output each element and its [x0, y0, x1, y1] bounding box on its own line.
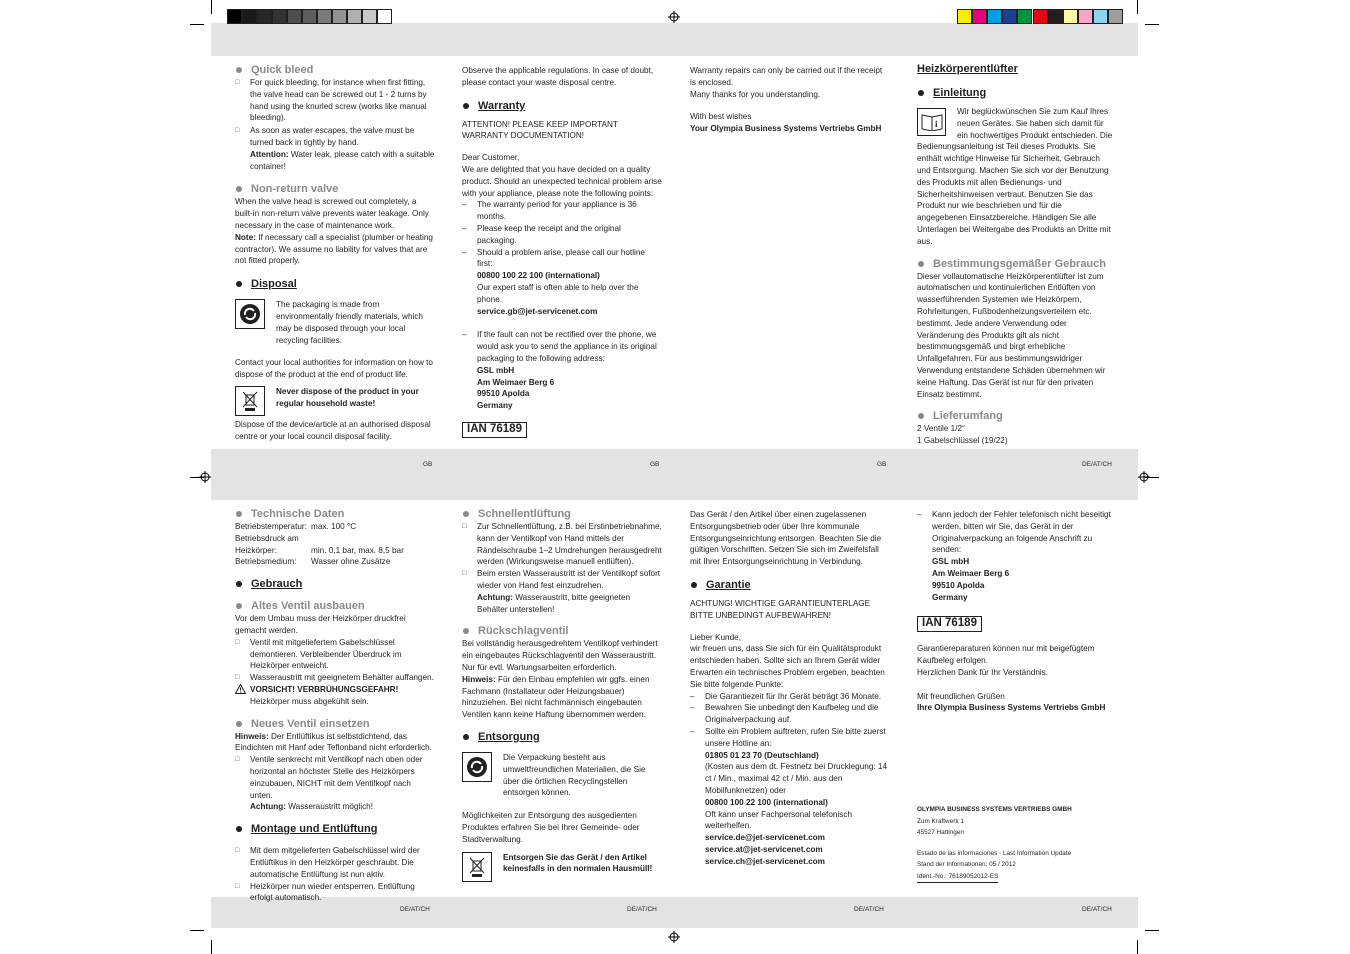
- page-footer: DE/AT/CH: [854, 906, 884, 913]
- list-item-text: Oft kann unser Fachpersonal telefonisch weiterhelfen.: [705, 809, 853, 831]
- paragraph: Dear Customer,: [462, 153, 520, 163]
- heading-text: Bestimmungsgemäßer Gebrauch: [933, 257, 1106, 270]
- section-heading: [235, 717, 435, 731]
- list-item-text: Should a problem arise, please call our hotline first:: [477, 247, 645, 269]
- list-item: – If the fault can not be rectified over the phone, we would ask you to send the appliance in its original packaging to the following address: GSL mbH Am Weimaer Berg 6 99510 Apolda Germany: [462, 330, 657, 411]
- paragraph: Bei vollständig herausgedrehtem Ventilkopf verhindert ein eingebautes Rückschlagventil den Wasseraustritt. Nur für evtl. Wartungsarbeiten erforderlich.: [462, 639, 658, 672]
- greyscale-swatch: [272, 9, 287, 24]
- paragraph: With best wishes: [690, 112, 752, 122]
- greyscale-swatch: [317, 9, 332, 24]
- service-email[interactable]: service.de@jet-servicenet.com: [705, 833, 825, 843]
- heading-text: Neues Ventil einsetzen: [251, 717, 370, 730]
- list-item-text: (Kosten aus dem dt. Festnetz bei Drucklegung: 14 ct / Min., maximal 42 ct / Min. aus den Mobilfunknetzen) oder: [705, 762, 888, 795]
- middle-band: [211, 449, 1138, 500]
- greyscale-swatch: [257, 9, 272, 24]
- paragraph: Dieser vollautomatische Heizkörperentlüfter ist zum automatischen und kontinuierlichen Entlüften von wasserführenden Systemen wie Heizkörpern, Rohrleitungen, Fußbodenheizungsverteilern etc. bestimmt. Jede andere Verwendung oder Veränderung des Produkts gilt als nicht bestimmungsgemäß und birgt erhebliche Unfallgefahren. Für aus bestimmungswidriger Verwendung entstandene Schäden übernehmen wir keine Haftung. Das Gerät ist nur für den privaten Einsatz bestimmt.: [917, 271, 1106, 399]
- registration-mark-icon: [668, 11, 680, 23]
- paragraph: wir freuen uns, dass Sie sich für ein Qualitätsprodukt entschieden haben. Sollte sich an Ihrem Gerät wider Erwarten ein technisches Problem ergeben, beachten Sie bitte folgende Punkte:: [690, 644, 885, 689]
- heading-text: Einleitung: [933, 87, 987, 99]
- section-heading: [462, 730, 662, 744]
- heading-text: Technische Daten: [251, 508, 345, 520]
- list-item-text: As soon as water escapes, the valve must be turned back in tightly by hand.: [250, 126, 415, 147]
- paragraph: Observe the applicable regulations. In case of doubt, please contact your waste disposal centre.: [462, 66, 654, 87]
- spec-row: Betriebstemperatur: max. 100 °C: [235, 522, 357, 531]
- section-heading: [235, 182, 435, 196]
- imprint-company: OLYMPIA BUSINESS SYSTEMS VERTRIEBS GMBH: [917, 806, 1072, 813]
- header-band: [211, 23, 1138, 56]
- warning-text: VORSICHT! VERBRÜHUNGSGEFAHR!: [250, 684, 399, 694]
- page2-column3: [690, 509, 890, 868]
- section-heading: [235, 599, 435, 613]
- note-text: Der Entlüftikus ist selbstdichtend, das Eindichten mit Hanf oder Teflonband nicht erforderlich.: [235, 731, 432, 753]
- section-heading: [462, 99, 662, 113]
- list-item-text: Die Garantiezeit für Ihr Gerät beträgt 36 Monate.: [705, 691, 882, 701]
- list-item-text: Wasseraustritt mit geeignetem Behälter auffangen.: [250, 673, 434, 683]
- heading-text: Schnellentlüftung: [478, 508, 571, 520]
- list-item: – Sollte ein Problem auftreten, rufen Sie bitte zuerst unsere Hotline an: 01805 01 23 70 (Deutschland) (Kosten aus dem dt. Festnetz bei Drucklegung: 14 ct / Min., maximal 42 ct / Min. aus den Mobilfunknetzen) oder 00800 100 22 100 (international) Oft kann unser Fachpersonal telefonisch weiterhelfen. service.de@jet-servicenet.com service.at@jet-servicenet.com service.ch@jet-servicenet.com: [690, 726, 888, 866]
- ident-number: Ident.-No.: 76189052012-ES: [917, 872, 998, 883]
- list-item: □ Zur Schnellentlüftung, z.B. bei Erstinbetriebnahme, kann der Ventilkopf von Hand mittels der Rändelschraube 1–2 Umdrehungen herausgedreht werden (Wirkungsweise manuell entlüften).: [462, 522, 662, 567]
- address-line: Germany: [477, 401, 513, 411]
- greyscale-swatch: [302, 9, 317, 24]
- page1-column1: [235, 63, 435, 443]
- service-email[interactable]: service.at@jet-servicenet.com: [705, 844, 823, 854]
- paragraph: Garantiereparaturen können nur mit beigefügtem Kaufbeleg erfolgen.: [917, 644, 1095, 665]
- paragraph: We are delighted that you have decided on a quality product. Should an unexpected technical problem arise with your appliance, please note the following points:: [462, 164, 662, 198]
- info-status: Estado de las informaciones · Last Information Update: [917, 849, 1072, 857]
- page2-column1: [235, 507, 435, 904]
- page-footer: GB: [877, 461, 887, 468]
- list-item-text: For quick bleeding, for instance when first fitting, the valve head can be screwed out 1 - 2 turns by hand using the knurled screw (works like manual bleeding).: [250, 78, 427, 123]
- crop-mark: [190, 24, 204, 25]
- list-item: □ Beim ersten Wasseraustritt ist der Ventilkopf sofort wieder von Hand fest einzudrehen. Achtung: Wasseraustritt, bitte geeigneten Behälter unterstellen!: [462, 569, 661, 614]
- paragraph: Herzlichen Dank für Ihr Verständnis.: [917, 667, 1049, 677]
- page-footer: DE/AT/CH: [627, 906, 657, 913]
- section-heading: [235, 577, 435, 591]
- recycle-icon: [235, 299, 265, 329]
- list-item: – Bewahren Sie unbedingt den Kaufbeleg und die Originalverpackung auf.: [690, 702, 890, 726]
- paragraph: Vor dem Umbau muss der Heizkörper druckfrei gemacht werden.: [235, 614, 406, 635]
- crossed-bin-icon: [462, 852, 492, 882]
- list-item-text: Please keep the receipt and the original packaging.: [477, 223, 621, 245]
- recycle-icon: [462, 752, 492, 782]
- crop-mark: [1137, 940, 1138, 954]
- paragraph: When the valve head is screwed out completely, a built-in non-return valve prevents water leakage. Only necessary in the case of maintenance work.: [235, 197, 429, 230]
- heading-text: Lieferumfang: [933, 410, 1003, 423]
- attention-label: Achtung:: [250, 802, 286, 812]
- paragraph: The packaging is made from environmentally friendly materials, which may be disposed through your local recycling facilities.: [276, 300, 423, 345]
- main-title: Heizkörperentlüfter: [917, 63, 1018, 75]
- weee-block: [235, 386, 435, 416]
- company-name: Your Olympia Business Systems Vertriebs GmbH: [690, 124, 882, 134]
- hotline-number: 00800 100 22 100 (international): [477, 271, 600, 281]
- hotline-number: 00800 100 22 100 (international): [705, 797, 828, 807]
- color-swatch: [1108, 9, 1123, 24]
- address-line: GSL mbH: [477, 365, 515, 375]
- list-item-text: Our expert staff is often able to help over the phone.: [477, 282, 639, 304]
- list-item: □ For quick bleeding, for instance when first fitting, the valve head can be screwed out 1 - 2 turns by hand using the knurled screw (works like manual bleeding).: [235, 77, 435, 124]
- warning-triangle-icon: [235, 684, 246, 694]
- section-heading: [235, 277, 435, 291]
- section-heading: [462, 507, 662, 521]
- greyscale-swatch: [362, 9, 377, 24]
- paragraph: Die Verpackung besteht aus umweltfreundlichen Materialien, die Sie über die örtlichen Recyclingstellen entsorgen können.: [503, 752, 646, 798]
- spec-row: Heizkörper: min. 0,1 bar, max. 8,5 bar: [235, 545, 404, 555]
- list-item-text: Sollte ein Problem auftreten, rufen Sie bitte zuerst unsere Hotline an:: [705, 726, 886, 748]
- list-item: 1 Gabelschlüssel (19/22): [917, 436, 1008, 446]
- warning-item: [235, 684, 435, 708]
- paragraph: Bedienungsanleitung ist Teil dieses Produkts. Sie enthält wichtige Hinweise für Sicherheit, Gebrauch und Entsorgung. Machen Sie sich vor der Benutzung des Produkts mit allen Bedienungs- und Sicherheitshinweisen vertraut. Benutzen Sie das Produkt nur wie beschrieben und für die angegebenen Einsatzbereiche. Händigen Sie alle Unterlagen bei Weitergabe des Produkts an Dritte mit aus.: [917, 142, 1111, 246]
- address-line: 99510 Apolda: [932, 580, 985, 590]
- color-swatch: [972, 9, 987, 24]
- heading-text: Montage und Entlüftung: [251, 823, 378, 836]
- list-item: – Die Garantiezeit für Ihr Gerät beträgt 36 Monate.: [690, 691, 882, 701]
- color-swatch: [1033, 9, 1048, 24]
- note-text: Für den Einbau empfehlen wir ggfs. einen Fachmann (Installateur oder Heizungsbauer) hinzuziehen. Bei nicht fachmännisch eingebauten Ventilen kann keine Haftung übernommen werden.: [462, 674, 650, 720]
- attention-label: Achtung:: [477, 592, 513, 602]
- paragraph: Das Gerät / den Artikel über einen zugelassenen Entsorgungsbetrieb oder über Ihre kommunale Entsorgungseinrichtung entsorgen. Beachten Sie die gültigen Vorschriften. Setzen Sie sich im Zweifelsfall mit Ihrer Entsorgungseinrichtung in Verbindung.: [690, 510, 882, 567]
- color-swatch: [957, 9, 972, 24]
- address-line: Am Weimaer Berg 6: [932, 568, 1010, 578]
- warning-text: Entsorgen Sie das Gerät / den Artikel keinesfalls in den normalen Hausmüll!: [503, 852, 653, 874]
- ian-number: IAN 76189: [462, 422, 527, 438]
- page2-column2: [462, 507, 662, 882]
- paragraph: Contact your local authorities for information on how to dispose of the product at the end of product life.: [235, 358, 433, 380]
- imprint-street: Zum Kraftwerk 1: [917, 817, 964, 825]
- attention-text: Wasseraustritt möglich!: [285, 802, 373, 812]
- list-item-text: Ventile senkrecht mit Ventilkopf nach oben oder horizontal an höchster Stelle des Heizkörpers einzubauen, NICHT mit dem Ventilkopf nach unten.: [250, 755, 423, 800]
- attention-text: Wasseraustritt, bitte geeigneten Behälter unterstellen!: [477, 592, 631, 614]
- heading-text: Altes Ventil ausbauen: [251, 600, 365, 613]
- section-heading: [917, 257, 1113, 271]
- address-line: Am Weimaer Berg 6: [477, 377, 555, 387]
- intro-block: [917, 106, 1113, 141]
- crop-mark: [1137, 0, 1138, 14]
- list-item: □ Ventile senkrecht mit Ventilkopf nach oben oder horizontal an höchster Stelle des Heizkörpers einzubauen, NICHT mit dem Ventilkopf nach unten. Achtung: Wasseraustritt möglich!: [235, 755, 423, 812]
- heading-text: Quick bleed: [251, 64, 314, 76]
- greyscale-swatch: [287, 9, 302, 24]
- list-item-text: Heizkörper nun wieder entsperren. Entlüftung erfolgt automatisch.: [250, 881, 415, 903]
- color-swatch: [987, 9, 1002, 24]
- paragraph: Lieber Kunde,: [690, 632, 741, 642]
- address-line: GSL mbH: [932, 557, 970, 567]
- greyscale-swatch: [347, 9, 362, 24]
- greyscale-swatch: [242, 9, 257, 24]
- list-item: □ Wasseraustritt mit geeignetem Behälter auffangen.: [235, 673, 434, 683]
- list-item: – Should a problem arise, please call our hotline first: 00800 100 22 100 (international) Our expert staff is often able to help over the phone. service.gb@jet-servicenet.com: [462, 247, 645, 316]
- list-item: – The warranty period for your appliance is 36 months.: [462, 199, 662, 223]
- note-label: Note:: [235, 232, 256, 242]
- list-item: □ Mit dem mitgelieferten Gabelschlüssel wird der Entlüftikus in den Heizkörper geschraubt. Die automatische Entlüftung ist nun aktiv.: [235, 845, 435, 880]
- page-footer: GB: [423, 461, 433, 468]
- list-item-text: Mit dem mitgelieferten Gabelschlüssel wird der Entlüftikus in den Heizkörper geschraubt. Die automatische Entlüftung ist nun aktiv.: [250, 846, 420, 879]
- imprint-block: [917, 804, 1113, 883]
- list-item-text: If the fault can not be rectified over the phone, we would ask you to send the appliance in its original packaging to the following address:: [477, 330, 657, 363]
- company-name: Ihre Olympia Business Systems Vertriebs GmbH: [917, 703, 1106, 713]
- address-line: Germany: [932, 592, 968, 602]
- hotline-number: 01805 01 23 70 (Deutschland): [705, 750, 819, 760]
- imprint-city: 45527 Hattingen: [917, 829, 964, 836]
- section-heading: [462, 624, 662, 638]
- page1-column3: [690, 65, 890, 135]
- crop-mark: [1145, 24, 1159, 25]
- paragraph: Many thanks for you understanding.: [690, 89, 821, 99]
- color-swatch: [1002, 9, 1017, 24]
- heading-text: Rückschlagventil: [478, 625, 569, 638]
- page-footer: DE/AT/CH: [400, 906, 430, 913]
- heading-text: Garantie: [706, 578, 751, 591]
- heading-text: Entsorgung: [478, 730, 540, 743]
- greyscale-swatch: [377, 9, 392, 24]
- address-line: 99510 Apolda: [477, 389, 530, 399]
- recycle-block: [462, 752, 662, 799]
- note-text: If necessary call a specialist (plumber or heating contractor). We assume no liability for valves that are not fitted properly.: [235, 232, 433, 266]
- paragraph: Möglichkeiten zur Entsorgung des ausgedienten Produktes erfahren Sie bei Ihrer Gemeinde- oder Stadtverwaltung.: [462, 811, 640, 844]
- page-footer: DE/AT/CH: [1082, 461, 1112, 468]
- paragraph: Mit freundlichen Grüßen: [917, 691, 1005, 701]
- section-heading: [235, 63, 435, 77]
- color-swatch: [1078, 9, 1093, 24]
- heading-text: Warranty: [478, 99, 526, 112]
- attention-text: ATTENTION! PLEASE KEEP IMPORTANT WARRANTY DOCUMENTATION!: [462, 119, 618, 141]
- page1-column4: [917, 62, 1113, 447]
- crop-mark: [190, 930, 204, 931]
- registration-mark-icon: [199, 471, 211, 483]
- paragraph: Dispose of the device/article at an authorised disposal centre or your local council disposal facility.: [235, 419, 431, 441]
- note-label: Hinweis:: [462, 674, 496, 684]
- color-swatch: [1017, 9, 1032, 24]
- list-item: □ Ventil mit mitgeliefertem Gabelschlüssel demontieren. Verbleibender Überdruck im Heizkörper entweicht.: [235, 637, 435, 672]
- greyscale-swatch: [227, 9, 242, 24]
- list-item: – Please keep the receipt and the original packaging.: [462, 223, 662, 247]
- list-item: 2 Ventile 1/2“: [917, 424, 965, 434]
- list-item-text: The warranty period for your appliance is 36 months.: [477, 200, 637, 222]
- color-swatch: [1048, 9, 1063, 24]
- crop-mark: [1145, 930, 1159, 931]
- list-item: □ As soon as water escapes, the valve must be turned back in tightly by hand. Attention: Water leak, please catch with a suitable container!: [235, 126, 435, 171]
- paragraph: Wir beglückwünschen Sie zum Kauf Ihres neuen Gerätes. Sie haben sich damit für ein hochwertiges Produkt entschieden. Die: [957, 107, 1113, 140]
- crop-mark: [211, 940, 212, 954]
- spec-row: Betriebsmedium: Wasser ohne Zusätze: [235, 557, 391, 567]
- heading-text: Non-return valve: [251, 183, 339, 196]
- service-email[interactable]: service.ch@jet-servicenet.com: [705, 856, 825, 866]
- crop-mark: [211, 0, 212, 14]
- ian-number: IAN 76189: [917, 616, 982, 632]
- page-footer: GB: [650, 461, 660, 468]
- heading-text: Gebrauch: [251, 578, 303, 591]
- page2-column4: [917, 509, 1113, 714]
- weee-block: [462, 852, 662, 882]
- attention-text: ACHTUNG! WICHTIGE GARANTIEUNTERLAGE BITTE UNBEDINGT AUFBEWAHREN!: [690, 598, 871, 620]
- section-heading: [235, 822, 435, 836]
- note-label: Hinweis:: [235, 731, 269, 741]
- attention-label: Attention:: [250, 149, 289, 159]
- section-heading: [917, 409, 1113, 423]
- service-email[interactable]: service.gb@jet-servicenet.com: [477, 306, 598, 316]
- list-item-text: Zur Schnellentlüftung, z.B. bei Erstinbetriebnahme, kann der Ventilkopf von Hand mittels der Rändelschraube 1–2 Umdrehungen herausgedreht werden (Wirkungsweise manuell entlüften).: [477, 522, 662, 567]
- crossed-bin-icon: [235, 386, 265, 416]
- section-heading: [235, 507, 435, 521]
- section-heading: [917, 86, 1113, 100]
- paragraph: Warranty repairs can only be carried out if the receipt is enclosed.: [690, 66, 883, 87]
- list-item-text: Ventil mit mitgeliefertem Gabelschlüssel demontieren. Verbleibender Überdruck im Heizkörper entweicht.: [250, 637, 402, 671]
- attention-text: Water leak, please catch with a suitable container!: [250, 149, 435, 171]
- color-swatch: [1063, 9, 1078, 24]
- section-heading: [690, 578, 890, 592]
- list-item-text: Kann jedoch der Fehler telefonisch nicht beseitigt werden, bitten wir Sie, das Gerät in der Originalverpackung an folgende Anschrift zu senden:: [932, 510, 1111, 555]
- greyscale-swatch: [332, 9, 347, 24]
- heading-text: Disposal: [251, 278, 297, 291]
- info-book-icon: [917, 108, 946, 136]
- info-date: Stand der Informationen: 05 / 2012: [917, 861, 1016, 868]
- warning-text: Never dispose of the product in your regular household waste!: [276, 386, 419, 408]
- registration-mark-icon: [1138, 471, 1150, 483]
- registration-mark-icon: [668, 931, 680, 943]
- color-swatch: [1093, 9, 1108, 24]
- page1-column2: [462, 65, 662, 438]
- list-item: – Kann jedoch der Fehler telefonisch nicht beseitigt werden, bitten wir Sie, das Gerät in der Originalverpackung an folgende Anschrift zu senden: GSL mbH Am Weimaer Berg 6 99510 Apolda Germany: [917, 510, 1111, 602]
- page-footer: DE/AT/CH: [1082, 906, 1112, 913]
- svg-text:i: i: [934, 119, 938, 129]
- list-item: □ Heizkörper nun wieder entsperren. Entlüftung erfolgt automatisch.: [235, 881, 435, 905]
- list-item-text: Bewahren Sie unbedingt den Kaufbeleg und die Originalverpackung auf.: [705, 703, 879, 725]
- spec-row: Betriebsdruck am: [235, 533, 299, 543]
- list-item-text: Beim ersten Wasseraustritt ist der Ventilkopf sofort wieder von Hand fest einzudrehen.: [477, 569, 661, 590]
- paragraph: Heizkörper muss abgekühlt sein.: [250, 696, 369, 706]
- recycle-block: [235, 299, 435, 346]
